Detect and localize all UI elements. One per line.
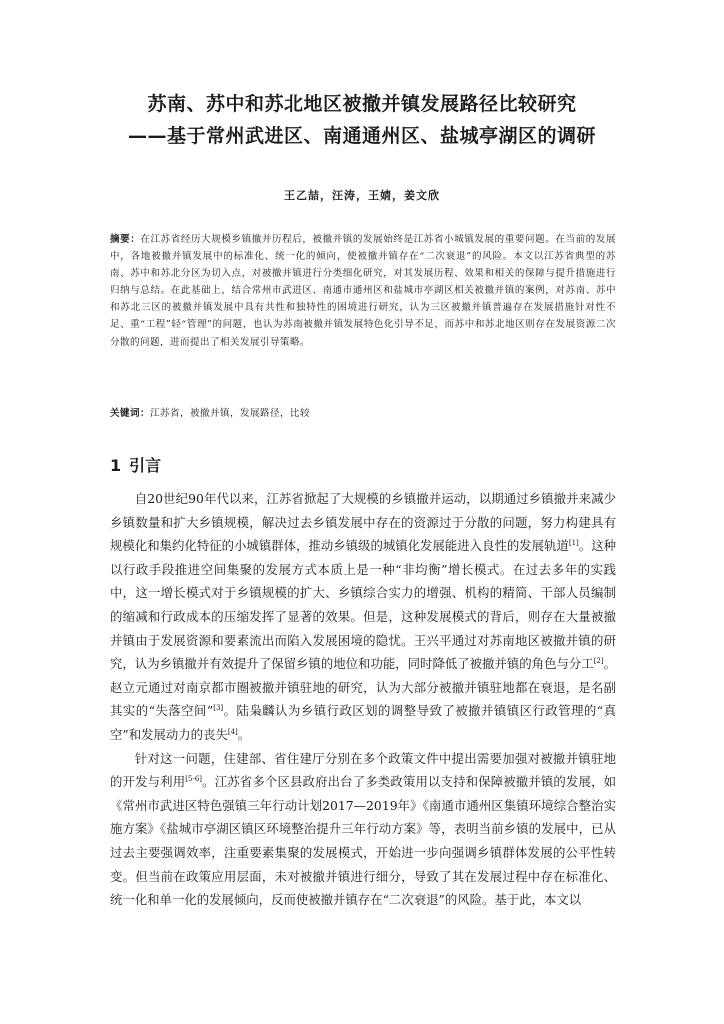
paragraph-text: 。江苏省多个区县政府出台了多类政策用以支持和保障被撤并镇的发展，如《常州市武进区特色强镇三年行动计划2017—2019年》《南通市通州区集镇环境综合整治实施方案》《盐城市亭湖区镇区环境整治提升三年行动方案》等，表明当前乡镇的发展中，已从过去主要强调效率，注重要素集聚的发展模式，开始进一步向强调乡镇群体发展的公平性转变。但当前在政策应用层面，未对被撤并镇进行细分，导致了其在发展过程中存在标准化、统一化和单一化的发展倾向，反而使被撤并镇存在“二次衰退”的风险。基于此，本文以 bbox=[110, 774, 617, 908]
paragraph-text: 。这种以行政手段推进空间集聚的发展方式本质上是一种“非均衡”增长模式。在过去多年的实践中，这一增长模式对于乡镇规模的扩大、乡镇综合实力的增强、机构的精简、干部人员编制的缩减和行政成本的压缩发挥了显著的效果。但是，这种发展模式的背后，则存在大量被撤并镇由于发展资源和要素流出而陷入发展困境的隐忧。王兴平通过对苏南地区被撤并镇的研究，认为乡镇撤并有效提升了保留乡镇的地位和功能，同时降低了被撤并镇的角色与分工 bbox=[110, 538, 617, 672]
paragraph-text: 自20世纪90年代以来，江苏省掀起了大规模的乡镇撤并运动，以期通过乡镇撤并来减少乡镇数量和扩大乡镇规模，解决过去乡镇发展中存在的资源过于分散的问题，努力构建具有规模化和集约化特征的小城镇群体，推动乡镇级的城镇化发展能进入良性的发展轨道 bbox=[110, 491, 616, 554]
paragraph-text: 。赵立元通过对南京都市圈被撤并镇驻地的研究，认为大部分被撤并镇驻地都在衰退，是名副其实的“失落空间” bbox=[110, 656, 617, 719]
body-text bbox=[110, 487, 616, 912]
keywords-label: 关键词： bbox=[110, 408, 151, 419]
citation: [3] bbox=[213, 704, 224, 713]
paragraph-text: 。陆枭麟认为乡镇行政区划的调整导致了被撤并镇镇区行政管理的“真空”和发展动力的丧失 bbox=[110, 703, 617, 742]
citation: [1] bbox=[568, 539, 579, 548]
keywords-text: 江苏省，被撤并镇，发展路径，比较 bbox=[150, 408, 311, 419]
author-list: 王乙喆，汪涛，王婧，姜文欣 bbox=[284, 189, 440, 202]
keywords bbox=[110, 405, 616, 419]
paragraph-text: 针对这一问题，住建部、省住建厅分别在多个政策文件中提出需要加强对被撤并镇驻地的开发与利用 bbox=[110, 750, 616, 790]
paper-title: 苏南、苏中和苏北地区被撤并镇发展路径比较研究 bbox=[147, 93, 577, 115]
abstract-label: 摘要： bbox=[110, 234, 141, 245]
section-title: 引言 bbox=[129, 456, 162, 475]
citation: [5-6] bbox=[185, 775, 203, 783]
section-heading bbox=[110, 453, 161, 476]
abstract bbox=[110, 231, 616, 351]
paper-subtitle: ——基于常州武进区、南通通州区、盐城亭湖区的调研 bbox=[127, 125, 596, 147]
abstract-text: 在江苏省经历大规模乡镇撤并历程后，被撤并镇的发展始终是江苏省小城镇发展的重要问题。在当前的发展中，各地被撤并镇发展中的标准化、统一化的倾向，使被撤并镇存在“二次衰退”的风险。本文以江苏省典型的苏南、苏中和苏北分区为切入点，对被撤并镇进行分类细化研究，对其发展历程、效果和相关的保障与提升措施进行归纳与总结。在此基础上，结合常州市武进区、南通市通州区和盐城市亭湖区相关被撤并镇的案例，对苏南、苏中和苏北三区的被撤并镇发展中具有共性和独特性的困境进行研究，认为三区被撤并镇普遍存在发展措施针对性不足、重“工程”轻“管理”的问题，也认为苏南被撤并镇发展特色化引导不足，而苏中和苏北地区则存在发展资源二次分散的问题，进而提出了相关发展引导策略。 bbox=[110, 234, 616, 348]
citation: [2] bbox=[593, 657, 604, 666]
citation: [4] bbox=[227, 727, 238, 736]
paragraph-text: 。 bbox=[237, 726, 251, 742]
section-number: 1 bbox=[110, 456, 122, 475]
paragraph bbox=[110, 487, 616, 747]
paragraph bbox=[110, 747, 616, 912]
